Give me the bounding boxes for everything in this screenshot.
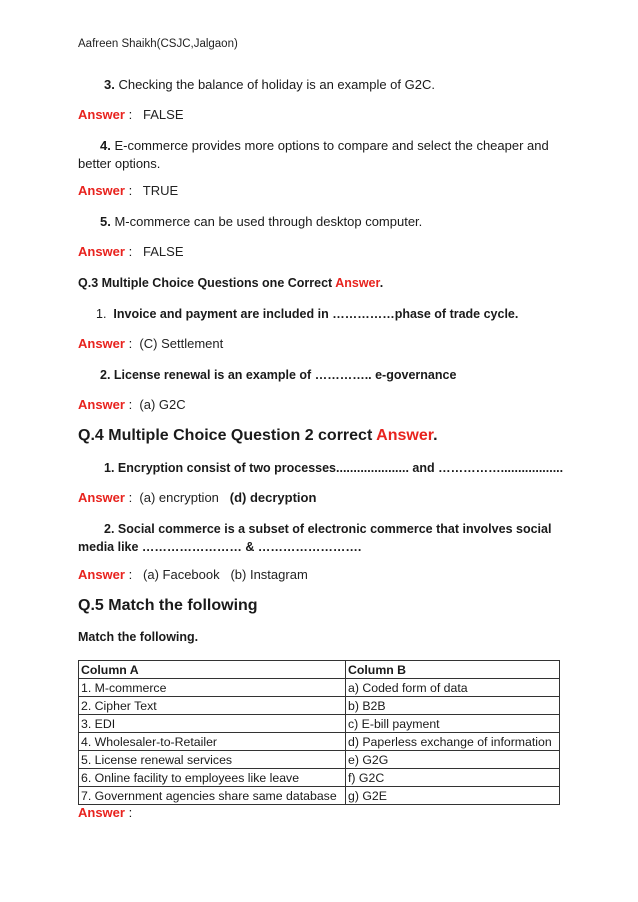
question-text: M-commerce can be used through desktop computer. [110, 214, 423, 229]
question-number: 1. [104, 461, 115, 475]
answer-label: Answer [78, 183, 125, 198]
table-cell: 3. EDI [79, 715, 346, 733]
q4-answer-2: Answer : (a) Facebook (b) Instagram [78, 567, 308, 582]
table-cell: d) Paperless exchange of information [346, 733, 560, 751]
column-header: Column A [79, 661, 346, 679]
column-header: Column B [346, 661, 560, 679]
question-text: Social commerce is a subset of electronic commerce that involves social media like …………………… & ……………………. [78, 522, 552, 554]
answer-value: (C) Settlement [139, 336, 224, 351]
q4-question-2 [78, 520, 558, 556]
table-row [79, 679, 560, 697]
question-text: Invoice and payment are included in ……………phase of trade cycle. [113, 307, 519, 321]
q3-answer-2: Answer : (a) G2C [78, 397, 186, 412]
page-header: Aafreen Shaikh(CSJC,Jalgaon) [78, 38, 238, 50]
question-number: 3. [104, 77, 115, 92]
answer-label: Answer [78, 490, 125, 505]
answer-label: Answer [78, 107, 125, 122]
table-cell: a) Coded form of data [346, 679, 560, 697]
table-row [79, 769, 560, 787]
q3-question-2 [100, 366, 456, 384]
table-cell: b) B2B [346, 697, 560, 715]
answer-label: Answer [78, 805, 125, 820]
q5-subheading: Match the following. [78, 630, 199, 644]
table-cell: 7. Government agencies share same database [79, 787, 346, 805]
table-cell: f) G2C [346, 769, 560, 787]
answer-label: Answer [78, 336, 125, 351]
table-cell: e) G2G [346, 751, 560, 769]
table-header-row [79, 661, 560, 679]
table-cell: 2. Cipher Text [79, 697, 346, 715]
table-cell: 5. License renewal services [79, 751, 346, 769]
answer-value-a: (a) Facebook [143, 567, 220, 582]
q4-question-1 [104, 459, 563, 477]
tf-question-3 [104, 76, 435, 94]
answer-value: TRUE [142, 183, 179, 198]
q5-answer: Answer : [78, 805, 133, 820]
question-text: Encryption consist of two processes..................... and …………….................. [114, 461, 564, 475]
question-number: 2. [100, 368, 111, 382]
table-row [79, 715, 560, 733]
tf-question-5 [100, 213, 422, 231]
question-text: License renewal is an example of ………….. e-governance [110, 368, 457, 382]
answer-value: FALSE [143, 107, 184, 122]
q5-heading: Q.5 Match the following [78, 597, 258, 614]
question-number: 2. [104, 522, 115, 536]
question-number: 1. [96, 307, 107, 321]
q4-heading: Q.4 Multiple Choice Question 2 correct Answer. [78, 427, 438, 444]
answer-label: Answer [78, 567, 125, 582]
answer-value: (a) G2C [139, 397, 186, 412]
table-cell: 1. M-commerce [79, 679, 346, 697]
table-cell: 4. Wholesaler-to-Retailer [79, 733, 346, 751]
question-number: 4. [100, 138, 111, 153]
q4-answer-1: Answer : (a) encryption (d) decryption [78, 490, 317, 505]
tf-question-4 [78, 137, 558, 173]
question-number: 5. [100, 214, 111, 229]
table-row [79, 697, 560, 715]
q3-answer-1: Answer : (C) Settlement [78, 336, 224, 351]
table-row [79, 751, 560, 769]
table-row [79, 733, 560, 751]
answer-value-b: (d) decryption [229, 490, 317, 505]
q3-question-1 [96, 305, 518, 323]
question-text: E-commerce provides more options to compare and select the cheaper and better options. [78, 138, 549, 171]
answer-label: Answer [78, 397, 125, 412]
table-cell: 6. Online facility to employees like leave [79, 769, 346, 787]
answer-value-b: (b) Instagram [230, 567, 308, 582]
answer-value-a: (a) encryption [139, 490, 219, 505]
answer-value: FALSE [143, 244, 184, 259]
tf-answer-4: Answer : TRUE [78, 183, 179, 198]
tf-answer-5: Answer : FALSE [78, 244, 184, 259]
table-cell: g) G2E [346, 787, 560, 805]
table-row [79, 787, 560, 805]
tf-answer-3: Answer : FALSE [78, 107, 184, 122]
q3-heading: Q.3 Multiple Choice Questions one Correct Answer. [78, 276, 384, 290]
answer-label: Answer [78, 244, 125, 259]
question-text: Checking the balance of holiday is an example of G2C. [114, 77, 435, 92]
match-table [78, 660, 560, 805]
table-cell: c) E-bill payment [346, 715, 560, 733]
